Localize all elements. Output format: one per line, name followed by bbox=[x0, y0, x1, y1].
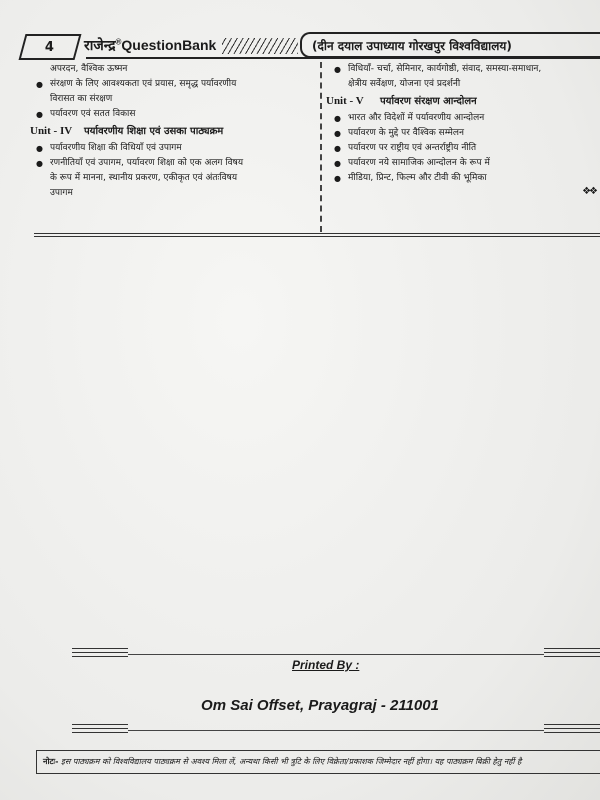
section-rule bbox=[34, 233, 600, 237]
syllabus-line: विरासत का संरक्षण bbox=[50, 94, 113, 104]
registered-mark: ® bbox=[115, 37, 122, 47]
unit-5-heading bbox=[326, 94, 600, 109]
page-number: 4 bbox=[45, 39, 55, 55]
unit-5-label: Unit - V bbox=[326, 95, 364, 107]
unit-4-title: पर्यावरणीय शिक्षा एवं उसका पाठ्यक्रम bbox=[84, 126, 224, 137]
syllabus-line: उपागम bbox=[50, 188, 73, 198]
footer-line-center-2 bbox=[128, 730, 544, 731]
page-number-box bbox=[19, 34, 82, 60]
right-column bbox=[326, 62, 600, 186]
syllabus-bullet: ● मीडिया, प्रिन्ट, फिल्म और टीवी की भूमिका bbox=[330, 171, 600, 186]
printed-by-label: Printed By : bbox=[292, 658, 360, 672]
brand-suffix: QuestionBank bbox=[121, 37, 217, 53]
syllabus-line: क्षेत्रीय सर्वेक्षण, योजना एवं प्रदर्शनी bbox=[348, 79, 461, 89]
footer-line-left-2 bbox=[72, 724, 128, 736]
syllabus-line: के रूप में मानना, स्थानीय प्रकरण, एकीकृत एवं अंतःविषय bbox=[50, 173, 238, 183]
disclaimer-note bbox=[36, 750, 600, 774]
syllabus-bullet: ● पर्यावरणीय शिक्षा की विधियाँ एवं उपागम bbox=[32, 141, 310, 156]
syllabus-bullet: ● विधियाँ- चर्चा, सेमिनार, कार्यगोष्ठी, संवाद, समस्या-समाधान, bbox=[330, 62, 600, 77]
header-underline bbox=[86, 57, 600, 59]
brand-name: राजेन्द्र bbox=[84, 37, 116, 53]
syllabus-bullet: ● पर्यावरण एवं सतत विकास bbox=[32, 107, 310, 122]
unit-4-heading bbox=[30, 124, 310, 139]
unit-4-label: Unit - IV bbox=[30, 125, 73, 137]
printer-name: Om Sai Offset, Prayagraj - 211001 bbox=[201, 697, 439, 714]
syllabus-bullet: ● पर्यावरण नये सामाजिक आन्दोलन के रूप में bbox=[330, 156, 600, 171]
syllabus-bullet: ● संरक्षण के लिए आवश्यकता एवं प्रयास, समृद्ध पर्यावरणीय bbox=[32, 77, 310, 92]
brand-title bbox=[84, 36, 216, 55]
hatch-decoration bbox=[222, 38, 298, 54]
footer-line-center bbox=[128, 654, 544, 655]
left-column bbox=[32, 62, 310, 201]
syllabus-bullet: ● पर्यावरण के मुद्दे पर वैश्विक सम्मेलन bbox=[330, 126, 600, 141]
footer-line-right-2 bbox=[544, 724, 600, 736]
end-mark-icon: ❖❖ bbox=[582, 186, 596, 197]
footer-line-right bbox=[544, 648, 600, 660]
syllabus-bullet: ● रणनीतियाँ एवं उपागम, पर्यावरण शिक्षा को एक अलग विषय bbox=[32, 156, 310, 171]
column-divider bbox=[320, 62, 322, 232]
syllabus-line: अपरदन, वैश्विक ऊष्मन bbox=[50, 64, 128, 74]
footer-line-left bbox=[72, 648, 128, 660]
note-label: नोटः- bbox=[43, 757, 59, 766]
page-header bbox=[22, 30, 600, 60]
university-name: (दीन दयाल उपाध्याय गोरखपुर विश्वविद्यालय) bbox=[300, 32, 600, 58]
syllabus-bullet: ● पर्यावरण पर राष्ट्रीय एवं अन्तर्राष्ट्रीय नीति bbox=[330, 141, 600, 156]
syllabus-bullet: ● भारत और विदेशों में पर्यावरणीय आन्दोलन bbox=[330, 111, 600, 126]
unit-5-title: पर्यावरण संरक्षण आन्दोलन bbox=[380, 96, 477, 107]
note-text: इस पाठ्यक्रम को विश्वविद्यालय पाठ्यक्रम से अवश्य मिला लें, अन्यथा किसी भी त्रुटि के लिए विक्रेता/प्रकाशक जिम्मेदार नहीं होगा। यह पाठ्यक्रम बिक्री हेतु नहीं है bbox=[61, 757, 522, 766]
